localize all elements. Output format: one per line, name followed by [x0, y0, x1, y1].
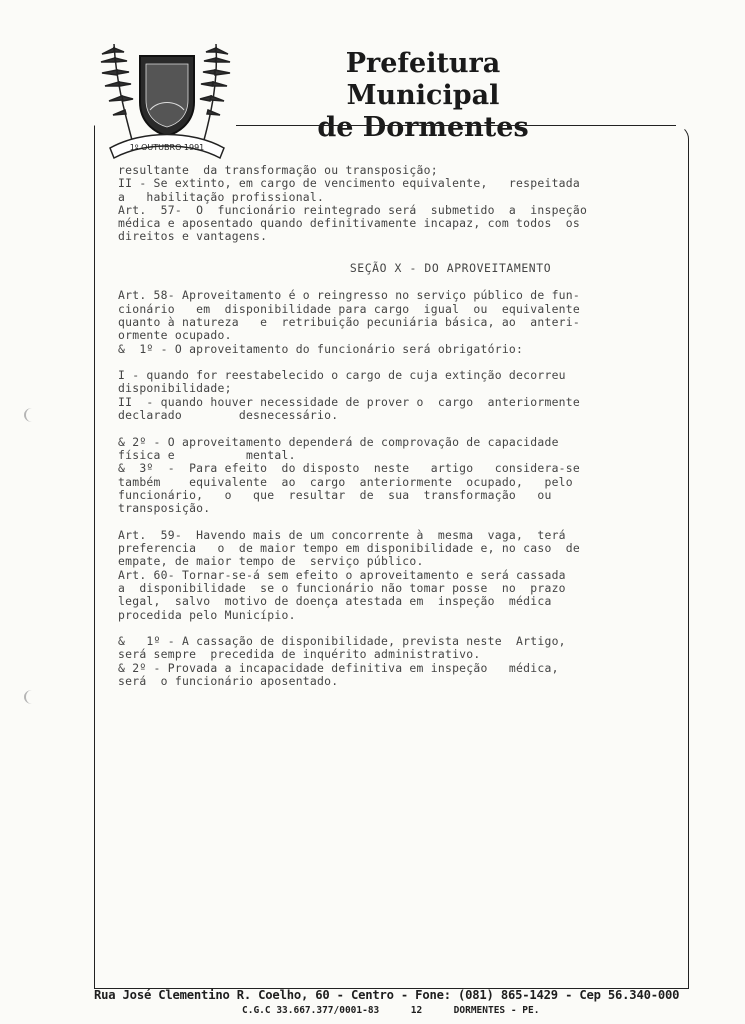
body-line: Art. 60- Tornar-se-á sem efeito o aproveitamento e será cassada	[118, 567, 566, 582]
body-line: & 1º - A cassação de disponibilidade, prevista neste Artigo,	[118, 634, 566, 649]
body-line: preferencia o de maior tempo em disponibilidade e, no caso de	[118, 541, 581, 556]
body-line: empate, de maior tempo de serviço público.	[118, 554, 424, 569]
footer-cgc-line	[94, 1005, 694, 1016]
page-footer	[94, 988, 694, 1016]
crest-ribbon-text: 1º OUTUBRO 1991	[129, 143, 205, 152]
body-line: também equivalente ao cargo anteriormente ocupado, pelo	[118, 474, 573, 489]
body-line: a disponibilidade se o funcionário não tomar posse no prazo	[118, 580, 566, 595]
punch-hole-icon	[24, 408, 40, 422]
page-number: 12	[410, 1005, 423, 1016]
body-line: será sempre precedida de inquérito administrativo.	[118, 647, 481, 662]
header-title-line1: Prefeitura Municipal	[345, 48, 501, 111]
paragraph-art-58	[118, 289, 693, 355]
body-line: & 1º - O aproveitamento do funcionário será obrigatório:	[118, 341, 524, 356]
body-line: disponibilidade;	[118, 381, 232, 396]
body-line: resultante da transformação ou transposição;	[118, 163, 438, 177]
body-line: procedida pelo Município.	[118, 607, 296, 622]
body-line: II - Se extinto, em cargo de vencimento equivalente, respeitada	[118, 176, 581, 191]
body-line: direitos e vantagens.	[118, 229, 268, 244]
body-line: transposição.	[118, 501, 211, 516]
body-line: II - quando houver necessidade de prover o cargo anteriormente	[118, 394, 581, 409]
body-line: Art. 58- Aproveitamento é o reingresso no serviço público de fun-	[118, 288, 581, 303]
body-line: declarado desnecessário.	[118, 408, 339, 423]
body-line: será o funcionário aposentado.	[118, 673, 339, 688]
body-line: cionário em disponibilidade para cargo igual ou equivalente	[118, 301, 581, 316]
intro-block	[118, 164, 693, 244]
punch-hole-icon	[24, 690, 40, 704]
body-line: física e mental.	[118, 447, 296, 462]
body-line: funcionário, o que resultar de sua transformação ou	[118, 487, 552, 502]
body-line: legal, salvo motivo de doença atestada em inspeção médica	[118, 594, 552, 609]
paragraph-items	[118, 369, 693, 422]
body-line: a habilitação profissional.	[118, 189, 325, 204]
body-line: I - quando for reestabelecido o cargo de cuja extinção decorreu	[118, 368, 566, 383]
body-line: & 3º - Para efeito do disposto neste artigo considera-se	[118, 461, 581, 476]
header-title-line2: de Dormentes	[317, 112, 529, 143]
paragraph-2-3	[118, 436, 693, 516]
paragraph-art-59-60	[118, 529, 693, 622]
body-line: ormente ocupado.	[118, 328, 232, 343]
footer-address: Rua José Clementino R. Coelho, 60 - Centro - Fone: (081) 865-1429 - Cep 56.340-000	[94, 988, 680, 1002]
body-line: quanto à natureza e retribuição pecuniária básica, ao anteri-	[118, 314, 581, 329]
body-line: médica e aposentado quando definitivamente incapaz, com todos os	[118, 216, 581, 231]
body-line: & 2º - Provada a incapacidade definitiva em inspeção médica,	[118, 660, 559, 675]
paragraph-cassacao	[118, 635, 693, 688]
footer-cgc: C.G.C 33.667.377/0001-83	[242, 1005, 380, 1016]
body-line: Art. 59- Havendo mais de um concorrente à mesma vaga, terá	[118, 527, 566, 542]
body-line: & 2º - O aproveitamento dependerá de comprovação de capacidade	[118, 434, 559, 449]
document-body	[118, 164, 693, 688]
body-line: Art. 57- O funcionário reintegrado será submetido a inspeção	[118, 202, 588, 217]
section-title: SEÇÃO X - DO APROVEITAMENTO	[349, 261, 552, 276]
footer-city: DORMENTES - PE.	[453, 1005, 540, 1016]
